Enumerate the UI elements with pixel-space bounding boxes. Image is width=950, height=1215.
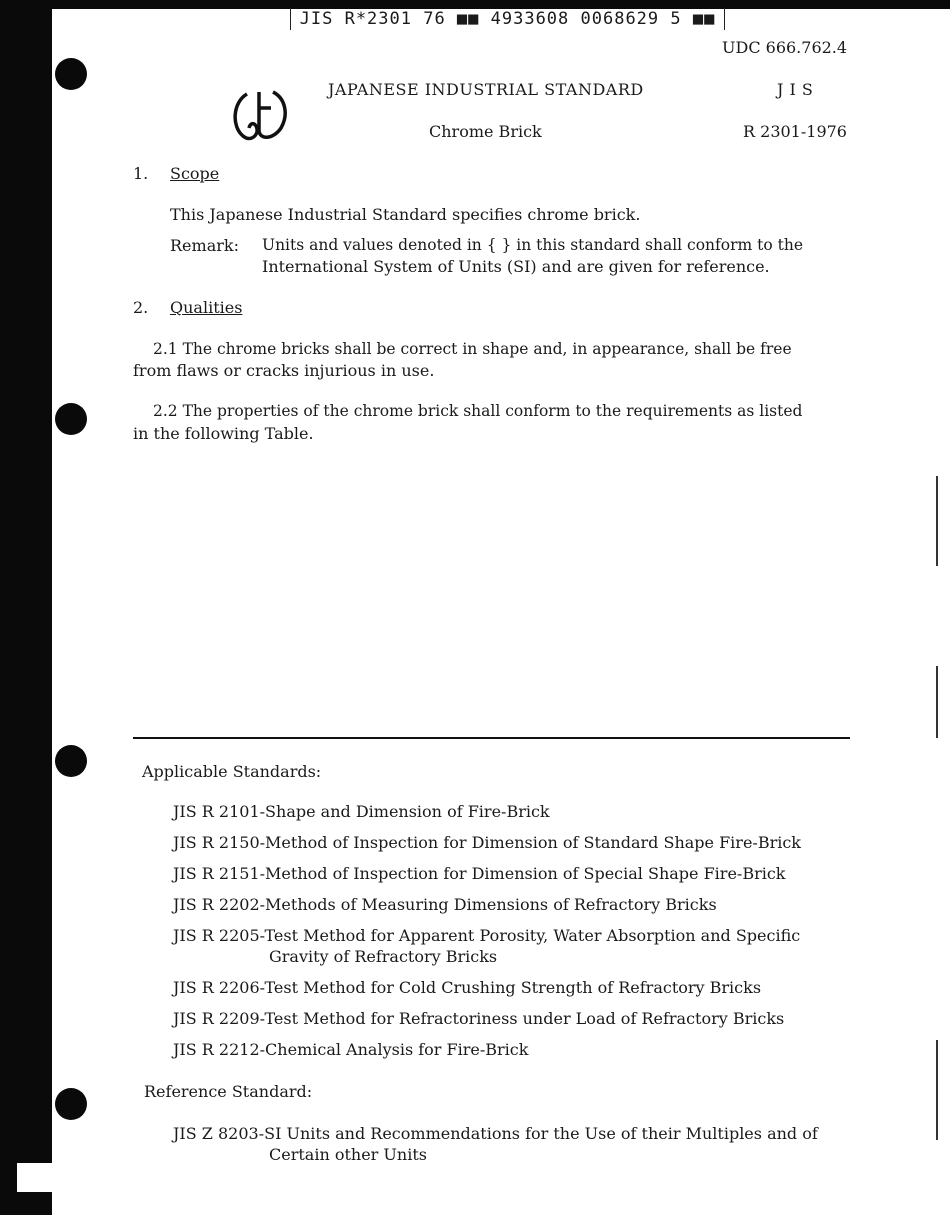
scan-edge-line (936, 476, 938, 566)
standard-code: JIS R 2101- (173, 802, 266, 821)
standard-title: Method of Inspection for Dimension of Standard Shape Fire-Brick (265, 833, 801, 852)
standard-code: JIS R 2150- (173, 833, 266, 852)
standard-org-title: JAPANESE INDUSTRIAL STANDARD (328, 80, 644, 99)
standard-title: Method of Inspection for Dimension of Special Shape Fire-Brick (265, 864, 786, 883)
standard-title: Shape and Dimension of Fire-Brick (265, 802, 550, 821)
scan-notch (17, 1163, 52, 1192)
clause-2-2: 2.2 The properties of the chrome brick shall conform to the requirements as listed (153, 402, 803, 420)
binder-hole-4 (55, 1088, 87, 1120)
standard-title-continued: Certain other Units (269, 1145, 427, 1164)
standard-number: R 2301-1976 (743, 122, 847, 141)
section-number: 1. (133, 164, 149, 183)
binder-hole-1 (55, 58, 87, 90)
remark-text: Units and values denoted in { } in this standard shall conform to the (262, 236, 804, 254)
standard-code: JIS R 2151- (173, 864, 266, 883)
standard-title: SI Units and Recommendations for the Use of their Multiples and of (264, 1124, 818, 1143)
list-item (173, 1040, 528, 1059)
list-item (173, 1124, 818, 1143)
list-item (173, 833, 801, 852)
scan-left-border (0, 0, 52, 1163)
footnote-separator (133, 737, 850, 739)
clause-2-1: from flaws or cracks injurious in use. (133, 361, 435, 380)
scan-edge-line (936, 666, 938, 738)
jis-label: J I S (777, 80, 814, 99)
standard-title-continued: Gravity of Refractory Bricks (269, 947, 498, 966)
document-id-line: JIS R*2301 76 ■■ 4933608 0068629 5 ■■ (290, 8, 725, 30)
udc-number: UDC 666.762.4 (722, 38, 848, 57)
section-heading-scope: Scope (170, 164, 220, 183)
binder-hole-2 (55, 403, 87, 435)
standard-code: JIS R 2205- (173, 926, 265, 945)
jis-mark-icon (229, 84, 291, 146)
binder-hole-3 (55, 745, 87, 777)
section-number: 2. (133, 298, 149, 317)
standard-code: JIS R 2202- (173, 895, 266, 914)
standard-code: JIS Z 8203- (173, 1124, 265, 1143)
standard-title: Chemical Analysis for Fire-Brick (265, 1040, 529, 1059)
standard-title: Test Method for Apparent Porosity, Water Absorption and Specific (264, 926, 801, 945)
section-heading-qualities: Qualities (170, 298, 243, 317)
reference-standard-heading: Reference Standard: (144, 1082, 313, 1101)
remark-text: International System of Units (SI) and are given for reference. (262, 257, 770, 276)
standard-code: JIS R 2212- (173, 1040, 266, 1059)
applicable-standards-heading: Applicable Standards: (142, 762, 322, 781)
clause-2-2: in the following Table. (133, 424, 314, 443)
remark-label: Remark: (170, 236, 239, 255)
list-item (173, 864, 786, 883)
scan-edge-line (936, 1040, 938, 1140)
standard-code: JIS R 2209- (173, 1009, 265, 1028)
standard-code: JIS R 2206- (173, 978, 265, 997)
standard-title: Test Method for Refractoriness under Load of Refractory Bricks (264, 1009, 785, 1028)
list-item (173, 802, 550, 821)
document-title: Chrome Brick (429, 122, 542, 141)
clause-2-1: 2.1 The chrome bricks shall be correct in shape and, in appearance, shall be free (153, 340, 792, 358)
list-item (173, 978, 761, 997)
list-item (173, 1009, 784, 1028)
standard-title: Methods of Measuring Dimensions of Refractory Bricks (265, 895, 717, 914)
list-item (173, 895, 717, 914)
scope-text: This Japanese Industrial Standard specifies chrome brick. (170, 205, 641, 224)
standard-title: Test Method for Cold Crushing Strength of Refractory Bricks (264, 978, 762, 997)
list-item (173, 926, 800, 945)
